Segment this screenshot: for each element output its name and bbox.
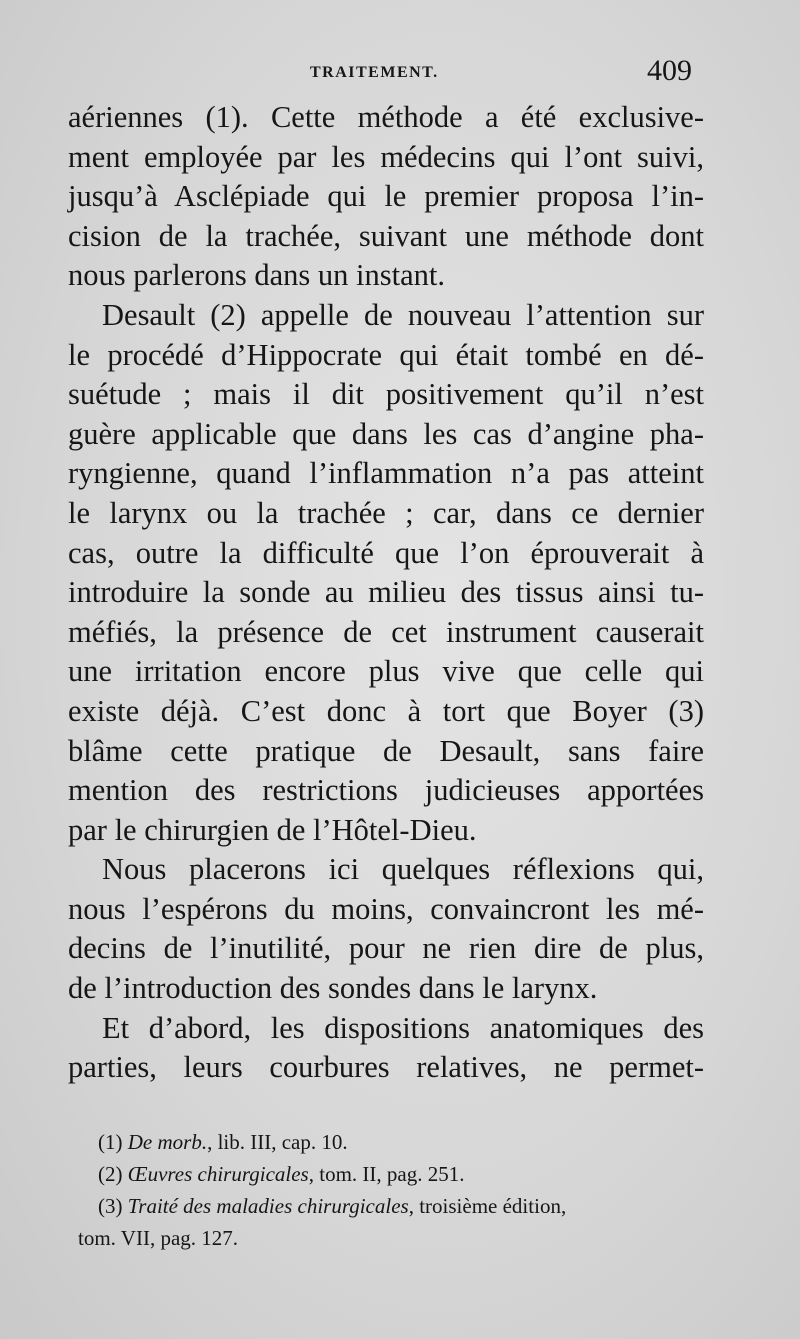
footnote-1 [78,1126,706,1158]
text-line: nous l’espérons du moins, convaincront les mé- [68,891,704,926]
footnote-marker: (1) [98,1130,123,1154]
footnote-reference: , lib. III, cap. 10. [207,1130,348,1154]
text-line: decins de l’inutilité, pour ne rien dire de plus, [68,931,704,966]
footnote-3 [78,1190,706,1222]
text-line: jusqu’à Asclépiade qui le premier proposa l’in- [68,179,704,214]
text-line: guère applicable que dans les cas d’angine pha- [68,416,704,451]
text-line: ment employée par les médecins qui l’ont suivi, [68,139,704,174]
footnote-title: Œuvres chirurgicales [127,1162,309,1186]
text-line: le larynx ou la trachée ; car, dans ce dernier [68,495,704,530]
running-title: TRAITEMENT. [310,64,439,81]
paragraph-4 [68,1009,704,1088]
text-line: méfiés, la présence de cet instrument causerait [68,614,704,649]
text-line: par le chirurgien de l’Hôtel-Dieu. [68,812,477,847]
footnote-title: De morb. [127,1130,208,1154]
text-line: suétude ; mais il dit positivement qu’il n’est [68,377,704,412]
footnote-2 [78,1158,706,1190]
text-line: aériennes (1). Cette méthode a été exclusive- [68,100,704,134]
text-line: de l’introduction des sondes dans le larynx. [68,971,598,1006]
text-line: mention des restrictions judicieuses apportées [68,773,704,808]
text-line: existe déjà. C’est donc à tort que Boyer (3) [68,693,704,728]
text-line: Et d’abord, les dispositions anatomiques des [102,1010,704,1045]
page-number: 409 [647,54,692,87]
text-line: Desault (2) appelle de nouveau l’attention sur [102,297,704,332]
paragraph-2 [68,296,704,850]
text-line: cas, outre la difficulté que l’on éprouverait à [68,535,704,570]
footnote-title: Traité des maladies chirurgicales [127,1194,409,1218]
footnote-3-continuation: tom. VII, pag. 127. [78,1226,239,1250]
text-line: le procédé d’Hippocrate qui était tombé en dé- [68,337,704,372]
body-text [68,98,704,1088]
footnote-marker: (3) [98,1194,123,1218]
paragraph-3 [68,850,704,1008]
text-line: parties, leurs courbures relatives, ne permet- [68,1050,704,1085]
text-line: une irritation encore plus vive que celle qui [68,654,704,689]
text-line: nous parlerons dans un instant. [68,258,445,293]
footnote-marker: (2) [98,1162,123,1186]
running-head [70,54,700,94]
footnotes [78,1126,706,1254]
text-line: Nous placerons ici quelques réflexions qui, [102,852,704,887]
text-line: ryngienne, quand l’inflammation n’a pas atteint [68,456,704,491]
paragraph-1 [68,98,704,296]
text-line: cision de la trachée, suivant une méthode dont [68,218,704,253]
footnote-reference: , troisième édition, [408,1194,567,1218]
text-line: introduire la sonde au milieu des tissus ainsi tu- [68,575,704,610]
footnote-reference: , tom. II, pag. 251. [308,1162,465,1186]
text-line: blâme cette pratique de Desault, sans faire [68,733,704,768]
